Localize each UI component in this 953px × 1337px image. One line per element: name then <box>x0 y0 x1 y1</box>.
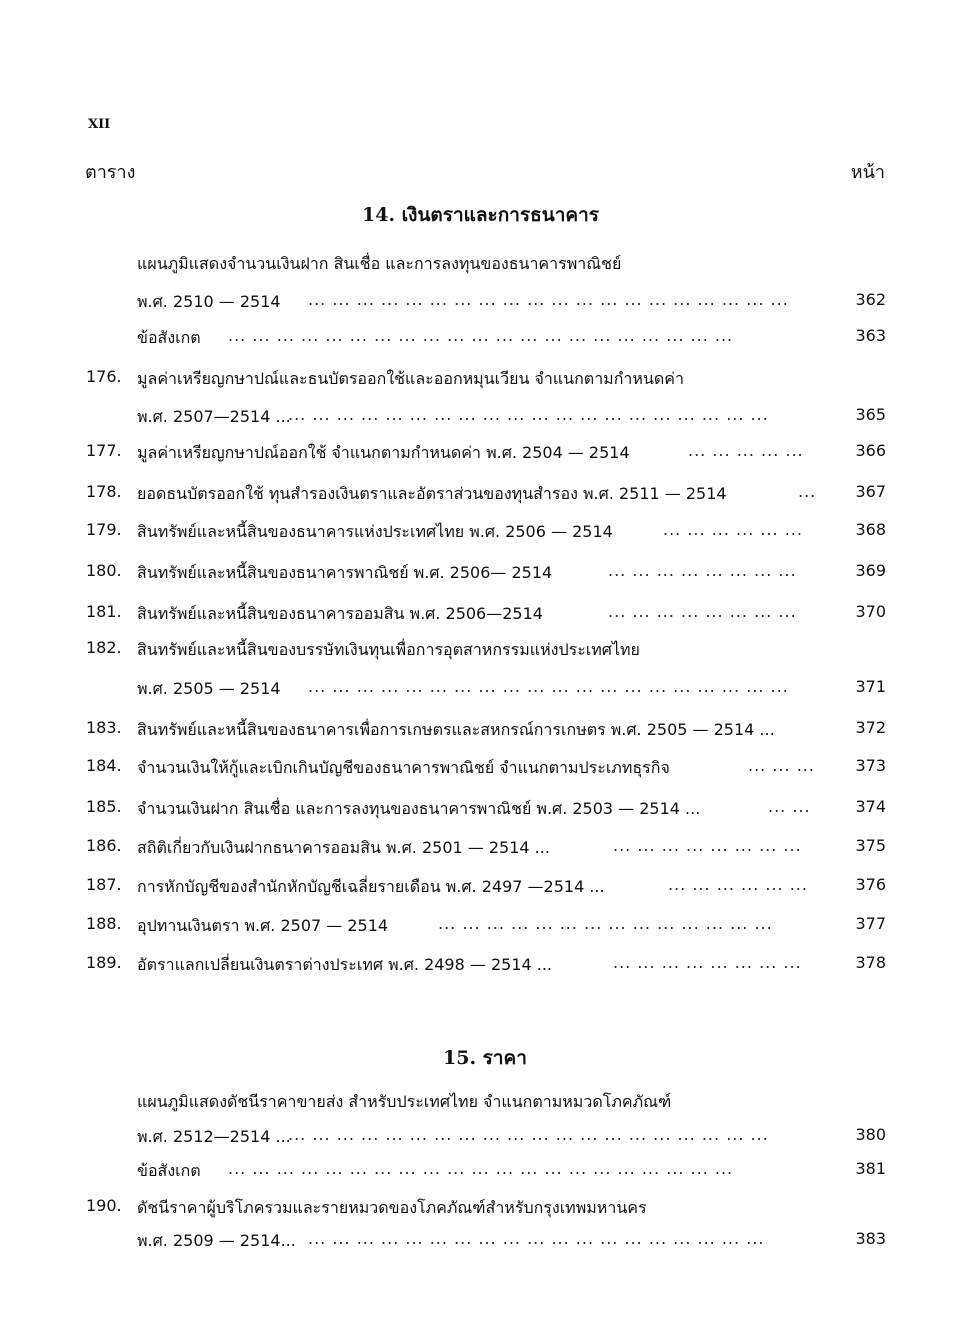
leader-dots: ... ... ... ... ... ... ... ... ... ... ... ... ... ... ... ... ... ... ... ... ... <box>228 326 734 345</box>
page-number: 375 <box>855 836 886 855</box>
leader-dots: ... ... <box>768 797 811 816</box>
entry-number: 178. <box>86 482 122 501</box>
page-number: 363 <box>855 326 886 345</box>
toc-entry-190[interactable] <box>0 1196 953 1226</box>
toc-entry-chart-14[interactable] <box>0 252 953 282</box>
entry-title: มูลค่าเหรียญกษาปณ์ออกใช้ จำแนกตามกำหนดค่า พ.ศ. 2504 — 2514 <box>137 443 630 462</box>
entry-title: ยอดธนบัตรออกใช้ ทุนสำรองเงินตราและอัตราส่วนของทุนสำรอง พ.ศ. 2511 — 2514 <box>137 484 727 503</box>
entry-title: ข้อสังเกต <box>137 1161 201 1180</box>
leader-dots: ... ... ... ... ... ... ... ... ... ... ... ... ... ... ... ... ... ... ... ... ... <box>228 1159 734 1178</box>
toc-entry-190-cont[interactable] <box>0 1229 953 1259</box>
entry-title: ดัชนีราคาผู้บริโภครวมและรายหมวดของโภคภัณฑ์สำหรับกรุงเทพมหานคร <box>137 1198 647 1217</box>
page-number: 380 <box>855 1125 886 1144</box>
leader-dots: ... ... ... ... ... ... <box>668 875 808 894</box>
entry-title: แผนภูมิแสดงจำนวนเงินฝาก สินเชื่อ และการลงทุนของธนาคารพาณิชย์ <box>137 254 622 273</box>
toc-entry-notes-15[interactable] <box>0 1159 953 1189</box>
column-header-table: ตาราง <box>85 162 136 183</box>
page-number: 369 <box>855 561 886 580</box>
entry-number: 179. <box>86 520 122 539</box>
toc-entry-chart-14-cont[interactable] <box>0 290 953 320</box>
section-14-heading: 14. เงินตราและการธนาคาร <box>362 204 599 226</box>
entry-number: 185. <box>86 797 122 816</box>
toc-entry-180[interactable] <box>0 561 953 591</box>
leader-dots: ... ... ... ... ... ... ... ... ... ... ... ... ... ... <box>438 914 773 933</box>
toc-entry-176[interactable] <box>0 367 953 397</box>
entry-title: จำนวนเงินฝาก สินเชื่อ และการลงทุนของธนาคารพาณิชย์ พ.ศ. 2503 — 2514 ... <box>137 799 701 818</box>
entry-number: 189. <box>86 953 122 972</box>
entry-title: สินทรัพย์และหนี้สินของบรรษัทเงินทุนเพื่อการอุตสาหกรรมแห่งประเทศไทย <box>137 640 640 659</box>
leader-dots: ... ... ... ... ... ... ... ... ... ... ... ... ... ... ... ... ... ... ... ... <box>288 405 769 424</box>
entry-number: 183. <box>86 718 122 737</box>
page-number: 365 <box>855 405 886 424</box>
entry-number: 177. <box>86 441 122 460</box>
leader-dots: ... ... ... ... ... <box>688 441 804 460</box>
page-number: 374 <box>855 797 886 816</box>
entry-years: พ.ศ. 2510 — 2514 <box>137 292 281 311</box>
entry-number: 186. <box>86 836 122 855</box>
entry-title: สินทรัพย์และหนี้สินของธนาคารออมสิน พ.ศ. 2506—2514 <box>137 604 543 623</box>
toc-entry-notes-14[interactable] <box>0 326 953 356</box>
toc-entry-188[interactable] <box>0 914 953 944</box>
leader-dots: ... ... ... ... ... ... ... ... ... ... ... ... ... ... ... ... ... ... ... ... <box>308 290 789 309</box>
leader-dots: ... ... ... ... ... ... ... ... ... ... ... ... ... ... ... ... ... ... ... ... <box>288 1125 769 1144</box>
page-number: 366 <box>855 441 886 460</box>
entry-number: 187. <box>86 875 122 894</box>
entry-title: สินทรัพย์และหนี้สินของธนาคารแห่งประเทศไทย พ.ศ. 2506 — 2514 <box>137 522 613 541</box>
entry-title: ข้อสังเกต <box>137 328 201 347</box>
page-number: 381 <box>855 1159 886 1178</box>
entry-title: สินทรัพย์และหนี้สินของธนาคารพาณิชย์ พ.ศ. 2506— 2514 <box>137 563 553 582</box>
toc-entry-177[interactable] <box>0 441 953 471</box>
toc-entry-181[interactable] <box>0 602 953 632</box>
leader-dots: ... ... ... ... ... ... ... ... <box>613 953 802 972</box>
entry-title: อุปทานเงินตรา พ.ศ. 2507 — 2514 <box>137 916 389 935</box>
toc-entry-184[interactable] <box>0 756 953 786</box>
entry-title: แผนภูมิแสดงดัชนีราคาขายส่ง สำหรับประเทศไทย จำแนกตามหมวดโภคภัณฑ์ <box>137 1092 672 1111</box>
page-number: 367 <box>855 482 886 501</box>
entry-title: อัตราแลกเปลี่ยนเงินตราต่างประเทศ พ.ศ. 2498 — 2514 ... <box>137 955 553 974</box>
toc-entry-189[interactable] <box>0 953 953 983</box>
leader-dots: ... ... ... ... ... ... ... ... ... ... ... ... ... ... ... ... ... ... ... <box>308 1229 765 1248</box>
entry-number: 181. <box>86 602 122 621</box>
entry-number: 188. <box>86 914 122 933</box>
leader-dots: ... ... ... ... ... ... ... ... <box>613 836 802 855</box>
toc-entry-chart-15[interactable] <box>0 1090 953 1120</box>
entry-title: มูลค่าเหรียญกษาปณ์และธนบัตรออกใช้และออกหมุนเวียน จำแนกตามกำหนดค่า <box>137 369 684 388</box>
page-number: 378 <box>855 953 886 972</box>
section-15-heading: 15. ราคา <box>443 1047 527 1069</box>
entry-years: พ.ศ. 2512—2514 ... <box>137 1127 291 1146</box>
leader-dots: ... <box>798 482 817 501</box>
leader-dots: ... ... ... ... ... ... <box>663 520 803 539</box>
entry-years: พ.ศ. 2507—2514 ... <box>137 407 291 426</box>
entry-years: พ.ศ. 2509 — 2514... <box>137 1231 296 1250</box>
toc-entry-179[interactable] <box>0 520 953 550</box>
page-number: 370 <box>855 602 886 621</box>
toc-entry-chart-15-cont[interactable] <box>0 1125 953 1155</box>
toc-entry-178[interactable] <box>0 482 953 512</box>
leader-dots: ... ... ... ... ... ... ... ... <box>608 561 797 580</box>
leader-dots: ... ... ... ... ... ... ... ... <box>608 602 797 621</box>
entry-title: การหักบัญชีของสำนักหักบัญชีเฉลี่ยรายเดือน พ.ศ. 2497 —2514 ... <box>137 877 605 896</box>
entry-title: จำนวนเงินให้กู้และเบิกเกินบัญชีของธนาคารพาณิชย์ จำแนกตามประเภทธุรกิจ <box>137 758 670 777</box>
entry-number: 176. <box>86 367 122 386</box>
page-number: 371 <box>855 677 886 696</box>
page-number: 376 <box>855 875 886 894</box>
page-number: 377 <box>855 914 886 933</box>
page-number: 368 <box>855 520 886 539</box>
page-number: 373 <box>855 756 886 775</box>
entry-years: พ.ศ. 2505 — 2514 <box>137 679 281 698</box>
toc-entry-186[interactable] <box>0 836 953 866</box>
entry-title: สินทรัพย์และหนี้สินของธนาคารเพื่อการเกษตรและสหกรณ์การเกษตร พ.ศ. 2505 — 2514 ... <box>137 720 775 739</box>
toc-entry-176-cont[interactable] <box>0 405 953 435</box>
toc-entry-182[interactable] <box>0 638 953 668</box>
page-roman-number: XII <box>88 117 111 132</box>
toc-entry-185[interactable] <box>0 797 953 827</box>
leader-dots: ... ... ... <box>748 756 815 775</box>
leader-dots: ... ... ... ... ... ... ... ... ... ... ... ... ... ... ... ... ... ... ... ... <box>308 677 789 696</box>
toc-entry-182-cont[interactable] <box>0 677 953 707</box>
entry-number: 184. <box>86 756 122 775</box>
toc-entry-187[interactable] <box>0 875 953 905</box>
entry-number: 180. <box>86 561 122 580</box>
entry-title: สถิติเกี่ยวกับเงินฝากธนาคารออมสิน พ.ศ. 2501 — 2514 ... <box>137 838 550 857</box>
page-number: 362 <box>855 290 886 309</box>
page-number: 383 <box>855 1229 886 1248</box>
entry-number: 190. <box>86 1196 122 1215</box>
column-header-page: หน้า <box>850 162 885 183</box>
toc-entry-183[interactable] <box>0 718 953 748</box>
page-number: 372 <box>855 718 886 737</box>
entry-number: 182. <box>86 638 122 657</box>
